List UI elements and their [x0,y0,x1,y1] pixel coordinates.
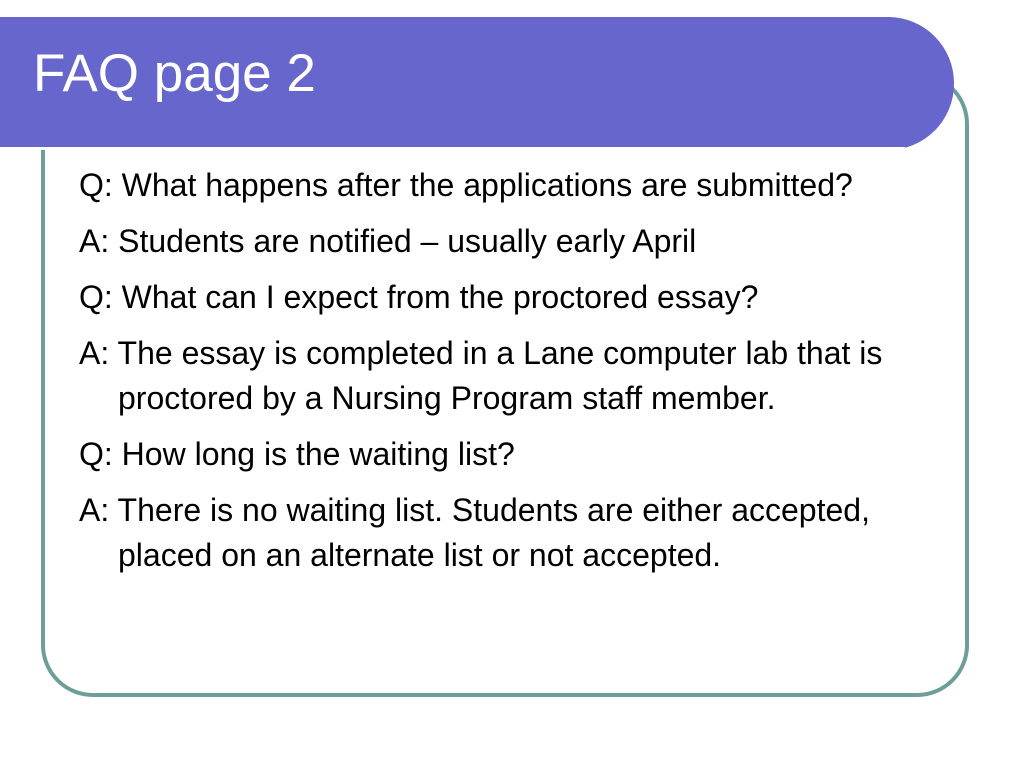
faq-list [79,163,949,589]
faq-question: Q: What happens after the applications are submitted? [79,167,853,203]
faq-question: Q: What can I expect from the proctored essay? [79,279,759,315]
faq-question: Q: How long is the waiting list? [79,436,515,472]
title-underline [0,147,905,150]
faq-answer: A: The essay is completed in a Lane computer lab that is proctored by a Nursing Program staff member. [79,335,883,416]
faq-answer: A: Students are notified – usually early April [79,223,697,259]
faq-answer: A: There is no waiting list. Students are either accepted, placed on an alternate list or not accepted. [79,492,870,573]
slide-title: FAQ page 2 [33,44,316,103]
